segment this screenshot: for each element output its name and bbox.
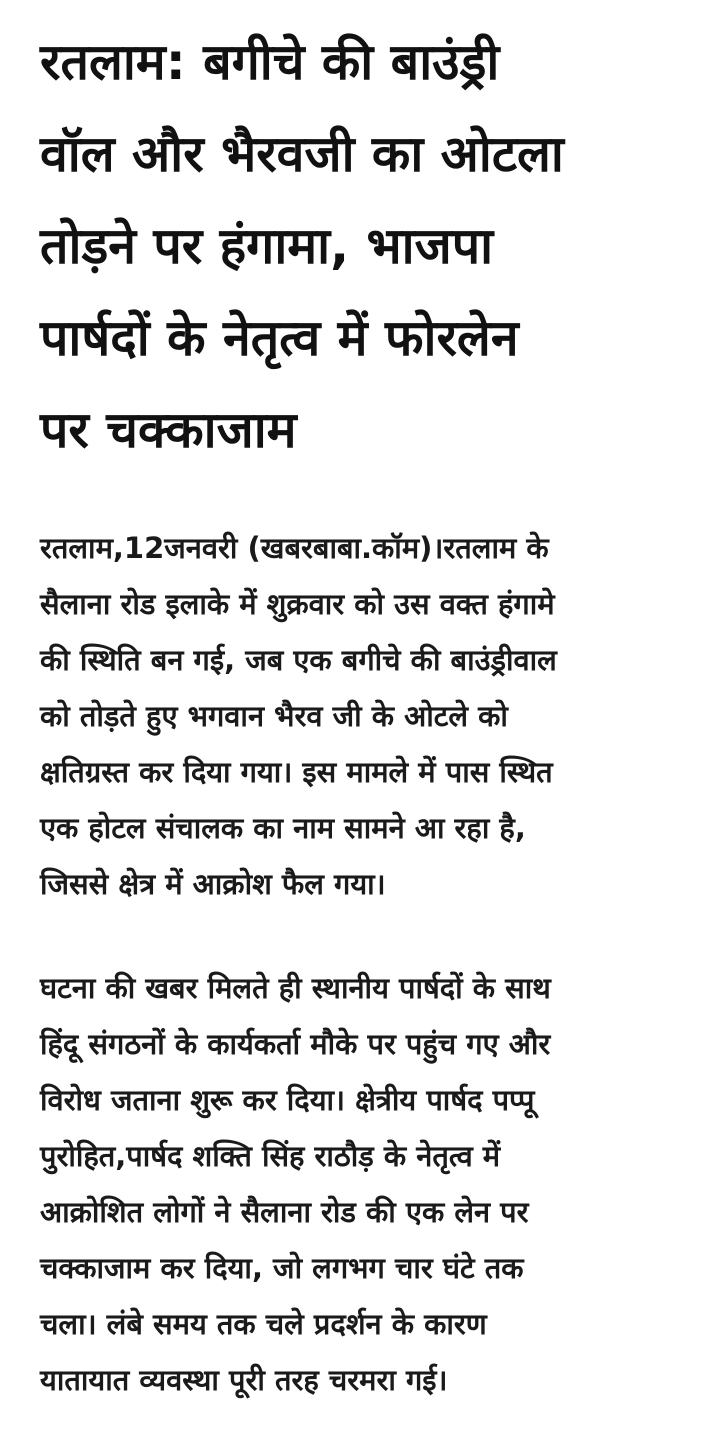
paragraph-line: यातायात व्यवस्था पूरी तरह चरमरा गई।: [40, 1363, 448, 1397]
headline-line: पर चक्काजाम: [40, 401, 297, 459]
news-article: [40, 0, 700, 1397]
paragraph-line: क्षतिग्रस्त कर दिया गया। इस मामले में पास स्थित: [40, 755, 553, 789]
paragraph-line: आक्रोशित लोगों ने सैलाना रोड की एक लेन पर: [40, 1195, 529, 1229]
headline-line: रतलाम: बगीचे की बाउंड्री: [40, 33, 500, 91]
paragraph-line: को तोड़ते हुए भगवान भैरव जी के ओटले को: [40, 699, 508, 733]
headline-line: तोड़ने पर हंगामा, भाजपा: [40, 217, 494, 275]
paragraph-line: की स्थिति बन गई, जब एक बगीचे की बाउंड्रीवाल: [40, 643, 557, 677]
paragraph-line: चला। लंबे समय तक चले प्रदर्शन के कारण: [40, 1307, 487, 1341]
paragraph-line: पुरोहित,पार्षद शक्ति सिंह राठौड़ के नेतृत्व में: [40, 1139, 501, 1173]
headline-line: वॉल और भैरवजी का ओटला: [40, 125, 564, 183]
article-headline: [40, 0, 700, 476]
headline-line: पार्षदों के नेतृत्व में फोरलेन: [40, 309, 519, 367]
article-paragraph-1: [40, 520, 720, 912]
paragraph-line: जिससे क्षेत्र में आक्रोश फैल गया।: [40, 867, 386, 901]
paragraph-line: सैलाना रोड इलाके में शुक्रवार को उस वक्त हंगामे: [40, 587, 555, 621]
paragraph-line: रतलाम,12जनवरी (खबरबाबा.कॉम)।रतलाम के: [40, 531, 549, 565]
paragraph-line: हिंदू संगठनों के कार्यकर्ता मौके पर पहुंच गए और: [40, 1027, 551, 1061]
paragraph-line: एक होटल संचालक का नाम सामने आ रहा है,: [40, 811, 526, 845]
article-paragraph-2: [40, 960, 720, 1408]
paragraph-line: चक्काजाम कर दिया, जो लगभग चार घंटे तक: [40, 1251, 524, 1285]
paragraph-line: विरोध जताना शुरू कर दिया। क्षेत्रीय पार्षद पप्पू: [40, 1083, 535, 1117]
paragraph-line: घटना की खबर मिलते ही स्थानीय पार्षदों के साथ: [40, 971, 551, 1005]
